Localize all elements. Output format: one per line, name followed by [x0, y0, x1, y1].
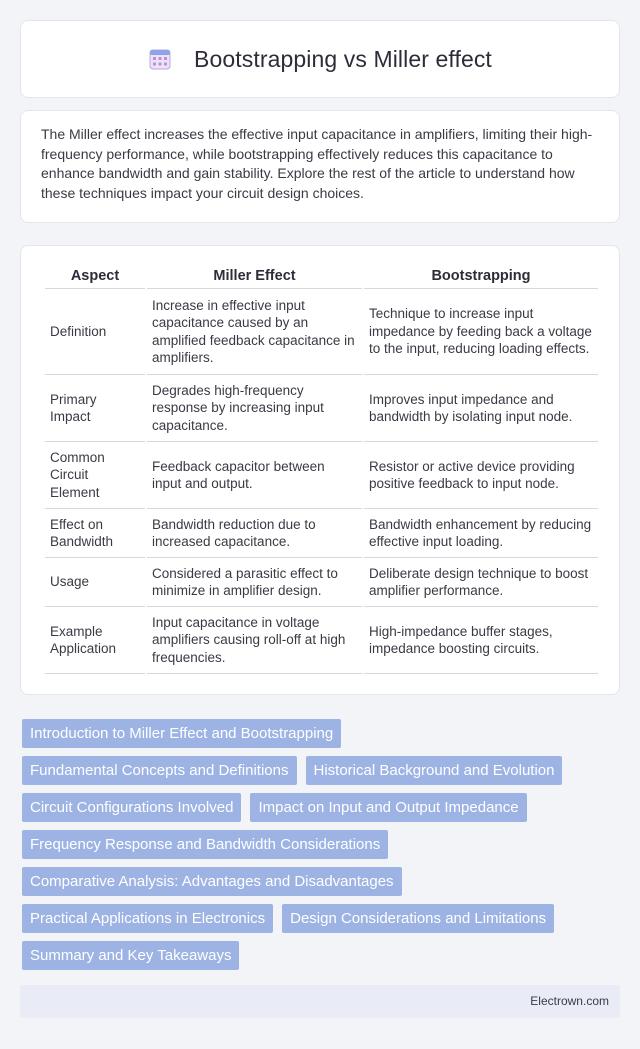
table-cell: Technique to increase input impedance by feeding back a voltage to the input, reducing loading effects. [364, 289, 598, 375]
table-cell: Common Circuit Element [45, 442, 145, 509]
topic-tag[interactable]: Circuit Configurations Involved [22, 793, 241, 822]
tag-row [22, 719, 622, 748]
table-cell: Improves input impedance and bandwidth by isolating input node. [364, 375, 598, 442]
table-row [45, 509, 598, 558]
footer-site-link[interactable]: Electrown.com [530, 994, 609, 1008]
topic-tag[interactable]: Design Considerations and Limitations [282, 904, 554, 933]
topic-tag[interactable]: Practical Applications in Electronics [22, 904, 273, 933]
table-row [45, 607, 598, 674]
table-cell: Effect on Bandwidth [45, 509, 145, 558]
table-cell: Feedback capacitor between input and output. [147, 442, 362, 509]
footer [20, 985, 620, 1018]
tag-row [22, 756, 622, 785]
table-cell: Bandwidth reduction due to increased capacitance. [147, 509, 362, 558]
table-cell: Definition [45, 289, 145, 375]
table-cell: Increase in effective input capacitance caused by an amplified feedback capacitance in amplifiers. [147, 289, 362, 375]
tag-row [22, 904, 622, 933]
topic-tag[interactable]: Comparative Analysis: Advantages and Disadvantages [22, 867, 402, 896]
topic-tag[interactable]: Introduction to Miller Effect and Bootstrapping [22, 719, 341, 748]
page-title: Bootstrapping vs Miller effect [194, 45, 492, 72]
table-row [45, 442, 598, 509]
table-cell: Resistor or active device providing positive feedback to input node. [364, 442, 598, 509]
tag-row [22, 867, 622, 896]
table-row [45, 558, 598, 607]
comparison-table [43, 264, 600, 674]
table-header-row [45, 264, 598, 289]
table-row [45, 375, 598, 442]
topic-tag[interactable]: Frequency Response and Bandwidth Considerations [22, 830, 388, 859]
tag-row [22, 830, 622, 859]
topic-tag[interactable]: Fundamental Concepts and Definitions [22, 756, 297, 785]
table-cell: Primary Impact [45, 375, 145, 442]
intro-card [20, 110, 620, 223]
table-cell: Input capacitance in voltage amplifiers causing roll-off at high frequencies. [147, 607, 362, 674]
table-cell: Example Application [45, 607, 145, 674]
comparison-table-card [20, 245, 620, 695]
table-row [45, 289, 598, 375]
topic-tag[interactable]: Impact on Input and Output Impedance [250, 793, 526, 822]
topic-tags [22, 719, 622, 978]
table-cell: High-impedance buffer stages, impedance boosting circuits. [364, 607, 598, 674]
tag-row [22, 941, 622, 970]
column-header: Aspect [45, 264, 145, 289]
table-cell: Degrades high-frequency response by increasing input capacitance. [147, 375, 362, 442]
tag-row [22, 793, 622, 822]
table-cell: Bandwidth enhancement by reducing effective input loading. [364, 509, 598, 558]
column-header: Bootstrapping [364, 264, 598, 289]
intro-text: The Miller effect increases the effective input capacitance in amplifiers, limiting their high-frequency performance, while bootstrapping effectively reduces this capacitance to enhance bandwidth and gain stability. Explore the rest of the article to understand how these techniques impact your circuit design choices. [41, 126, 593, 201]
table-cell: Considered a parasitic effect to minimize in amplifier design. [147, 558, 362, 607]
title-card [20, 20, 620, 98]
calendar-grid-icon [148, 47, 172, 71]
topic-tag[interactable]: Historical Background and Evolution [306, 756, 563, 785]
column-header: Miller Effect [147, 264, 362, 289]
topic-tag[interactable]: Summary and Key Takeaways [22, 941, 239, 970]
table-cell: Usage [45, 558, 145, 607]
table-cell: Deliberate design technique to boost amplifier performance. [364, 558, 598, 607]
